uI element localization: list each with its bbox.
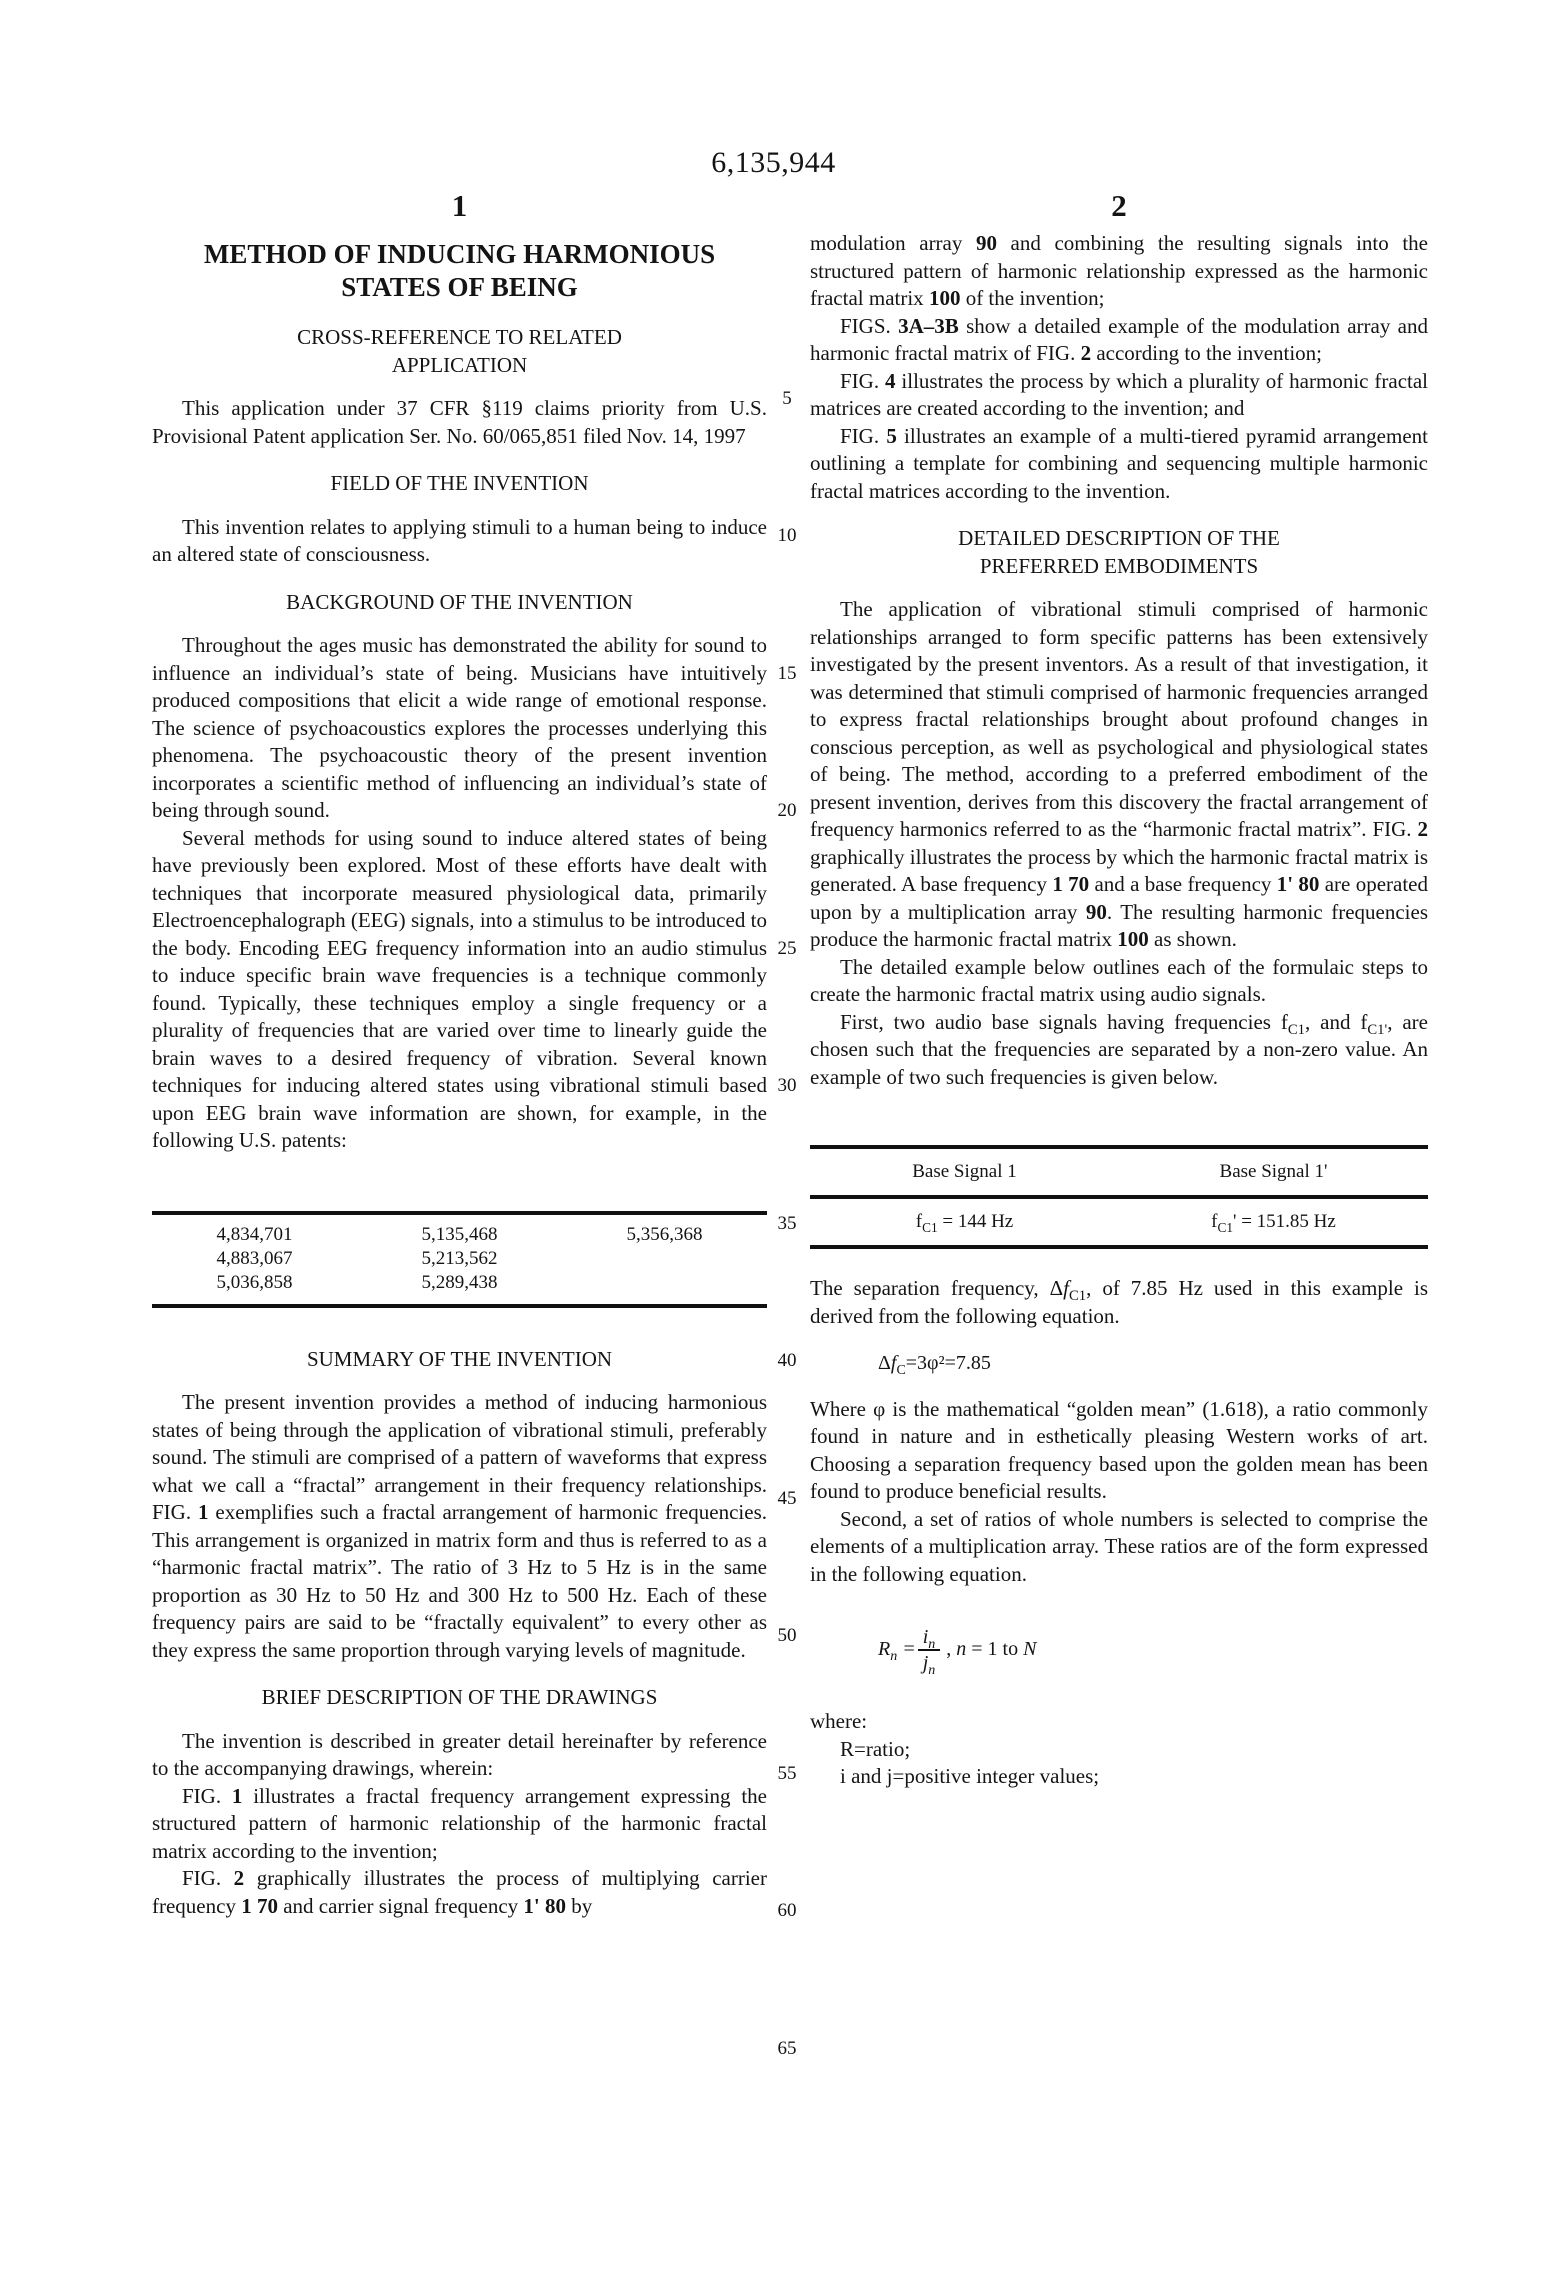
base-signal-header: Base Signal 1' — [1119, 1147, 1428, 1197]
heading-detailed-description: DETAILED DESCRIPTION OF THE PREFERRED EMBODIMENTS — [958, 526, 1280, 578]
gutter-line-number: 40 — [777, 1350, 797, 1371]
patent-ref — [562, 1247, 767, 1271]
patent-ref: 4,883,067 — [216, 1247, 293, 1269]
fraction-numerator: $i_n$ — [918, 1626, 941, 1651]
para-summary: The present invention provides a method of inducing harmonious states of being through the application of vibrational stimuli, preferably sound. The stimuli are comprised of a pattern of waveforms that express what we call a “fractal” arrangement in their frequency relationships. FIG. 1 exemplifies such a fractal arrangement of harmonic frequencies. This arrangement is organized in matrix form and thus is referred to as a “harmonic fractal matrix”. The ratio of 3 Hz to 5 Hz is in the same proportion as 30 Hz to 50 Hz and 300 Hz to 500 Hz. Each of these frequency pairs are said to be “fractally equivalent” to every other as they express the same proportion through varying levels of magnitude. — [152, 1390, 767, 1662]
heading-brief-description: BRIEF DESCRIPTION OF THE DRAWINGS — [261, 1685, 658, 1709]
patent-ref: 5,036,858 — [216, 1271, 293, 1293]
left-column — [152, 238, 767, 1920]
patents-table — [152, 1211, 767, 1308]
patent-ref: 4,834,701 — [216, 1223, 293, 1245]
where-label: where: — [810, 1709, 868, 1733]
para-figs3: FIGS. 3A–3B show a detailed example of the modulation array and harmonic fractal matrix of FIG. 2 according to the invention; — [810, 313, 1428, 365]
para-second-step: Second, a set of ratios of whole numbers is selected to comprise the elements of a multiplication array. These ratios are of the form expressed in the following equation. — [810, 1506, 1428, 1586]
gutter-line-number: 25 — [777, 938, 797, 959]
para-fig2-continued: modulation array 90 and combining the resulting signals into the structured pattern of harmonic relationship expressed as the harmonic fractal matrix 100 of the invention; — [810, 231, 1429, 310]
gutter-line-number: 65 — [777, 2038, 797, 2059]
para-golden-mean: Where φ is the mathematical “golden mean” (1.618), a ratio commonly found in nature and in esthetically pleasing Western works of art. Choosing a separation frequency based upon the golden mean has been found to produce beneficial results. — [810, 1396, 1428, 1503]
patent-ref: 5,289,438 — [421, 1271, 498, 1293]
patent-ref: 5,356,368 — [626, 1223, 703, 1245]
ratio-equation — [810, 1626, 1428, 1678]
ratio-equation-fraction — [918, 1626, 941, 1678]
where-definitions — [810, 1708, 1428, 1791]
invention-title: METHOD OF INDUCING HARMONIOUS STATES OF BEING — [203, 239, 716, 302]
para-fig5: FIG. 5 illustrates an example of a multi-tiered pyramid arrangement outlining a template for combining and sequencing multiple harmonic fractal matrices according to the invention. — [810, 423, 1428, 503]
para-background-1: Throughout the ages music has demonstrated the ability for sound to influence an individual’s state of being. Musicians have intuitively produced compositions that elicit a wide range of emotional response. The science of psychoacoustics explores the processes underlying this phenomena. The psychoacoustic theory of the present invention incorporates a scientific method of influencing an individual’s state of being through sound. — [152, 633, 767, 822]
patent-ref: 5,213,562 — [421, 1247, 498, 1269]
ratio-equation-lhs: $R_n$ = — [878, 1638, 916, 1665]
base-signal-table — [810, 1145, 1428, 1249]
column-number-left: 1 — [451, 188, 468, 223]
ratio-equation-rhs: , n = 1 to N — [946, 1638, 1037, 1661]
base-signal-header: Base Signal 1 — [810, 1147, 1119, 1197]
heading-field-of-invention: FIELD OF THE INVENTION — [330, 471, 589, 495]
para-fig1: FIG. 1 illustrates a fractal frequency arrangement expressing the structured pattern of harmonic relationship of the harmonic fractal matrix according to the invention; — [152, 1783, 767, 1863]
heading-cross-reference: CROSS-REFERENCE TO RELATED APPLICATION — [297, 325, 622, 377]
gutter-line-number: 15 — [777, 663, 797, 684]
gutter-line-number: 30 — [777, 1075, 797, 1096]
gutter-line-number: 50 — [777, 1625, 797, 1646]
heading-background: BACKGROUND OF THE INVENTION — [286, 589, 633, 614]
para-detailed-2: The detailed example below outlines each of the formulaic steps to create the harmonic fractal matrix using audio signals. — [810, 954, 1428, 1006]
para-fig4: FIG. 4 illustrates the process by which a plurality of harmonic fractal matrices are created according to the invention; and — [810, 368, 1429, 420]
gutter-line-number: 55 — [777, 1763, 797, 1784]
para-detailed-1: The application of vibrational stimuli comprised of harmonic relationships arranged to form specific patterns has been extensively investigated by the present inventors. As a result of that investigation, it was determined that stimuli comprised of harmonic frequencies arranged to express fractal relationships brought about profound changes in conscious perception, as well as psychological and physiological states of being. The method, according to a preferred embodiment of the present invention, derives from this discovery the fractal arrangement of frequency harmonics referred to as the “harmonic fractal matrix”. FIG. 2 graphically illustrates the process by which the harmonic fractal matrix is generated. A base frequency 1 70 and a base frequency 1' 80 are operated upon by a multiplication array 90. The resulting harmonic frequencies produce the harmonic fractal matrix 100 as shown. — [810, 597, 1428, 951]
where-definition-r: R=ratio; — [840, 1736, 911, 1761]
table-row — [810, 1197, 1428, 1247]
column-number-right: 2 — [1111, 188, 1127, 223]
fraction-denominator: $j_n$ — [922, 1652, 936, 1678]
table-header-row — [810, 1147, 1428, 1197]
where-definition-ij: i and j=positive integer values; — [840, 1764, 1100, 1788]
gutter-line-number: 60 — [777, 1900, 797, 1921]
patent-number: 6,135,944 — [711, 146, 836, 179]
heading-summary: SUMMARY OF THE INVENTION — [306, 1346, 613, 1371]
base-signal-value: $f_{C1}' = 151.85$ Hz — [1211, 1211, 1336, 1235]
base-signal-value: $f_{C1} = 144$ Hz — [915, 1211, 1014, 1235]
delta-equation: $\Delta f_C=3\varphi^2=7.85$ — [878, 1352, 991, 1378]
para-separation-frequency: The separation frequency, $\Delta f_{C1}$, of 7.85 Hz used in this example is derived from the following equation. — [810, 1276, 1428, 1328]
gutter-line-number: 5 — [782, 388, 792, 409]
para-drawings-intro: The invention is described in greater detail hereinafter by reference to the accompanying drawings, wherein: — [152, 1728, 767, 1780]
gutter-line-number: 35 — [777, 1213, 797, 1234]
patent-ref: 5,135,468 — [421, 1223, 498, 1245]
gutter-line-number: 10 — [777, 525, 797, 546]
gutter-line-number: 20 — [777, 800, 797, 821]
gutter-line-number: 45 — [777, 1488, 797, 1509]
table-row — [152, 1247, 767, 1271]
para-field-of-invention: This invention relates to applying stimuli to a human being to induce an altered state of consciousness. — [152, 514, 767, 566]
para-first-step: First, two audio base signals having frequencies $f_{C1}$, and $f_{C1'}$, are chosen such that the frequencies are separated by a non-zero value. An example of two such frequencies is given below. — [810, 1009, 1428, 1089]
para-priority-claim: This application under 37 CFR §119 claims priority from U.S. Provisional Patent application Ser. No. 60/065,851 filed Nov. 14, 1997 — [152, 396, 767, 448]
right-column — [810, 230, 1428, 1791]
para-background-2: Several methods for using sound to induce altered states of being have previously been explored. Most of these efforts have dealt with techniques that incorporate measured physiological data, primarily Electroencephalograph (EEG) signals, into a stimulus to be introduced to the body. Encoding EEG frequency information into an audio stimulus to induce specific brain wave frequencies is a technique commonly found. Typically, these techniques employ a single frequency or a plurality of frequencies that are varied over time to linearly guide the brain waves to a desired frequency of vibration. Several known techniques for inducing altered states using vibrational stimuli based upon EEG brain wave information are shown, for example, in the following U.S. patents: — [152, 825, 767, 1152]
para-fig2: FIG. 2 graphically illustrates the process of multiplying carrier frequency 1 70 and carrier signal frequency 1' 80 by — [152, 1866, 767, 1918]
patent-ref — [562, 1271, 767, 1306]
table-row — [152, 1271, 767, 1306]
table-row — [152, 1213, 767, 1247]
